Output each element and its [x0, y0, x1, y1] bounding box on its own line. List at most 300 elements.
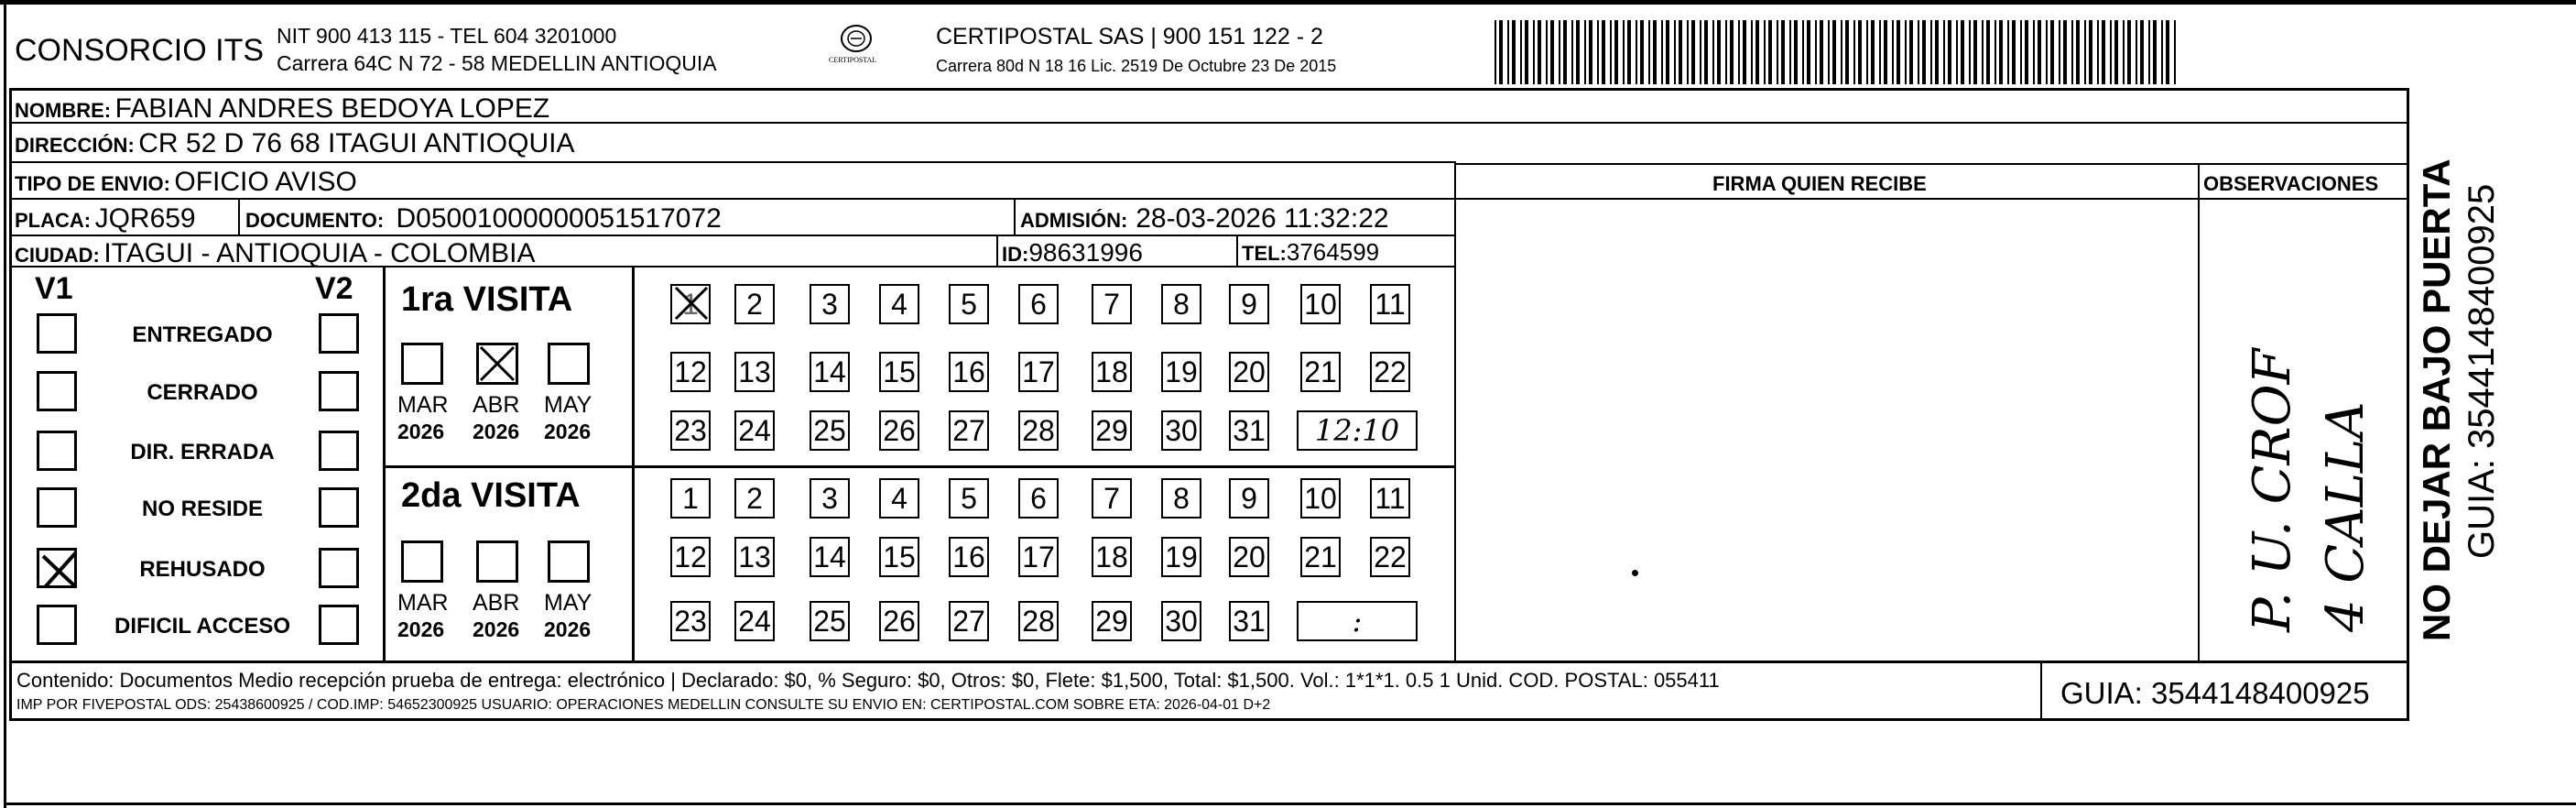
- admision-row: [1020, 205, 1389, 233]
- day-number: 23: [674, 414, 707, 447]
- bottom-frame-edge: [4, 803, 2576, 805]
- barcode-bar: [1738, 20, 1740, 84]
- day-box[interactable]: [810, 601, 850, 641]
- day-box[interactable]: [879, 601, 919, 641]
- month-checkbox[interactable]: [401, 540, 443, 583]
- day-number: 21: [1304, 540, 1337, 573]
- day-box[interactable]: [1092, 478, 1132, 519]
- documento-label: DOCUMENTO:: [245, 209, 385, 232]
- day-box[interactable]: [1370, 352, 1410, 392]
- status-label: DIR. ERRADA: [130, 440, 275, 464]
- day-number: 31: [1233, 605, 1266, 638]
- visit2-title: 2da VISITA: [401, 476, 581, 515]
- day-number: 19: [1165, 355, 1198, 388]
- nit-line: NIT 900 413 115 - TEL 604 3201000: [277, 24, 617, 48]
- v2-checkbox[interactable]: [319, 313, 359, 354]
- ciudad-row: [15, 240, 536, 268]
- day-box[interactable]: [1092, 601, 1132, 641]
- year-label: 2026: [473, 420, 520, 443]
- barcode-bar: [1879, 20, 1881, 84]
- day-number: 30: [1165, 605, 1198, 638]
- barcode-bar: [2114, 20, 2118, 84]
- day-number: 23: [674, 605, 707, 638]
- day-box[interactable]: [1092, 352, 1132, 392]
- day-box[interactable]: [1018, 284, 1059, 324]
- day-box[interactable]: [734, 601, 775, 641]
- barcode-bar: [2038, 20, 2041, 84]
- day-box[interactable]: [1370, 284, 1410, 324]
- barcode-bar: [1623, 20, 1625, 84]
- direccion-label: DIRECCIÓN:: [15, 134, 135, 157]
- day-number: 4: [891, 288, 908, 321]
- day-number: 25: [813, 605, 846, 638]
- barcode-bar: [1956, 20, 1958, 84]
- barcode-bar: [2020, 20, 2022, 84]
- day-number: 8: [1173, 288, 1190, 321]
- day-box[interactable]: [1161, 352, 1201, 392]
- barcode-bar: [2127, 20, 2131, 84]
- barcode-bar: [1512, 20, 1516, 84]
- v1-checkbox[interactable]: [37, 548, 77, 588]
- day-number: 28: [1022, 605, 1055, 638]
- day-number: 10: [1304, 288, 1337, 321]
- barcode-bar: [1943, 20, 1945, 84]
- month-label: MAR: [397, 590, 449, 616]
- day-number: 31: [1233, 414, 1266, 447]
- day-number: 18: [1095, 355, 1128, 388]
- day-number: 1: [682, 288, 699, 321]
- v2-checkbox[interactable]: [319, 487, 359, 528]
- day-number: 13: [738, 540, 771, 573]
- barcode-bar: [1994, 20, 1996, 84]
- day-box[interactable]: [1370, 537, 1410, 577]
- day-box[interactable]: [879, 352, 919, 392]
- direccion-value: CR 52 D 76 68 ITAGUI ANTIOQUIA: [138, 128, 575, 158]
- year-label: 2026: [473, 617, 520, 641]
- nombre-row: [15, 95, 549, 123]
- barcode-bar: [1905, 20, 1907, 84]
- check-mark-icon: [39, 551, 80, 591]
- day-number: 27: [952, 605, 985, 638]
- status-label: NO RESIDE: [141, 497, 264, 521]
- status-label: ENTREGADO: [132, 322, 273, 347]
- barcode-bar: [1751, 20, 1753, 84]
- day-box[interactable]: [949, 478, 989, 519]
- day-box[interactable]: [1229, 478, 1269, 519]
- barcode-bar: [1571, 20, 1573, 84]
- day-number: 27: [952, 414, 985, 447]
- day-number: 24: [738, 605, 771, 638]
- barcode-bar: [2012, 20, 2016, 84]
- barcode-bar: [1892, 20, 1894, 84]
- time-value: :: [1352, 604, 1363, 639]
- barcode-bar: [1866, 20, 1868, 84]
- day-number: 6: [1030, 482, 1047, 515]
- barcode-bar: [1973, 20, 1977, 84]
- barcode-bar: [1507, 20, 1509, 84]
- day-box[interactable]: [670, 284, 711, 324]
- day-number: 15: [883, 355, 916, 388]
- row-line-3: [9, 198, 2408, 200]
- day-number: 7: [1103, 482, 1120, 515]
- barcode-bar: [1948, 20, 1951, 84]
- day-box[interactable]: [1092, 284, 1132, 324]
- ciudad-value: ITAGUI - ANTIOQUIA - COLOMBIA: [103, 238, 536, 268]
- day-number: 9: [1241, 482, 1257, 515]
- day-box[interactable]: [1300, 478, 1341, 519]
- barcode-bar: [2174, 20, 2176, 84]
- barcode-bar: [1610, 20, 1612, 84]
- day-box[interactable]: [734, 284, 775, 324]
- v2-checkbox[interactable]: [319, 371, 359, 411]
- status-divider: [383, 266, 386, 661]
- day-box[interactable]: [1161, 284, 1201, 324]
- certipostal-logo: [810, 20, 902, 75]
- barcode-bar: [1546, 20, 1548, 84]
- day-box[interactable]: [734, 478, 775, 519]
- day-box[interactable]: [879, 478, 919, 519]
- day-box[interactable]: [1229, 537, 1269, 577]
- day-number: 3: [821, 482, 838, 515]
- v1-checkbox[interactable]: [37, 487, 77, 528]
- observaciones-note-1: P. U. CROF: [2243, 348, 2302, 632]
- barcode-bar: [2084, 20, 2086, 84]
- barcode-bar: [2089, 20, 2092, 84]
- barcode-bar: [2007, 20, 2009, 84]
- barcode-bar: [1520, 20, 1522, 84]
- month-label: ABR: [473, 590, 520, 616]
- barcode-bar: [2161, 20, 2163, 84]
- barcode-bar: [1563, 20, 1567, 84]
- barcode-bar: [2136, 20, 2137, 84]
- year-label: 2026: [544, 617, 592, 641]
- day-box[interactable]: [1161, 410, 1201, 451]
- barcode-bar: [1802, 20, 1804, 84]
- month-checkbox[interactable]: [476, 343, 518, 385]
- day-number: 20: [1233, 540, 1266, 573]
- visit-split-line: [385, 465, 1456, 468]
- barcode-bar: [1930, 20, 1932, 84]
- barcode-bar: [2025, 20, 2028, 84]
- barcode-bar: [1687, 20, 1689, 84]
- barcode-bar: [1884, 20, 1887, 84]
- day-number: 18: [1095, 540, 1128, 573]
- barcode-bar: [1559, 20, 1560, 84]
- day-number: 12: [674, 540, 707, 573]
- barcode-bar: [1969, 20, 1971, 84]
- day-box[interactable]: [810, 352, 850, 392]
- v1-checkbox[interactable]: [37, 371, 77, 411]
- day-box[interactable]: [734, 537, 775, 577]
- status-label: DIFICIL ACCESO: [114, 614, 290, 639]
- placa-row: [15, 205, 196, 233]
- barcode-bar: [1777, 20, 1778, 84]
- time-box[interactable]: [1297, 410, 1418, 451]
- day-number: 28: [1022, 414, 1055, 447]
- barcode-bar: [1602, 20, 1605, 84]
- barcode-bar: [1743, 20, 1746, 84]
- barcode-bar: [1495, 20, 1496, 84]
- day-box[interactable]: [1018, 478, 1059, 519]
- barcode-bar: [1764, 20, 1766, 84]
- ink-dot: [1632, 570, 1638, 576]
- barcode-bar: [1533, 20, 1535, 84]
- day-number: 20: [1233, 355, 1266, 388]
- barcode-bar: [1853, 20, 1855, 84]
- observaciones-note-2: 4 CALLA: [2316, 401, 2375, 632]
- barcode-bar: [1679, 20, 1682, 84]
- day-box[interactable]: [879, 410, 919, 451]
- day-box[interactable]: [1229, 410, 1269, 451]
- row-line-7: [9, 718, 2408, 721]
- day-box[interactable]: [1300, 352, 1341, 392]
- side-guia: GUIA: 3544148400925: [2462, 183, 2502, 559]
- day-box[interactable]: [879, 537, 919, 577]
- documento-row: [245, 205, 722, 233]
- barcode-bar: [1648, 20, 1650, 84]
- table-top-line: [9, 88, 2408, 91]
- day-box[interactable]: [1229, 284, 1269, 324]
- day-number: 21: [1304, 355, 1337, 388]
- carrier-address: Carrera 80d N 18 16 Lic. 2519 De Octubre 23 De 2015: [936, 57, 1337, 75]
- day-box[interactable]: [1300, 284, 1341, 324]
- barcode-bar: [1589, 20, 1592, 84]
- month-checkbox[interactable]: [401, 343, 443, 385]
- tipo-value: OFICIO AVISO: [174, 167, 357, 197]
- day-box[interactable]: [1161, 537, 1201, 577]
- admision-divider: [1014, 198, 1016, 235]
- ciudad-label: CIUDAD:: [15, 244, 100, 267]
- day-number: 10: [1304, 482, 1337, 515]
- company-name: CONSORCIO ITS: [15, 33, 265, 68]
- documento-value: D05001000000051517072: [396, 203, 722, 234]
- month-label: MAY: [544, 392, 592, 418]
- day-box[interactable]: [879, 284, 919, 324]
- day-number: 5: [961, 482, 977, 515]
- barcode-bar: [1815, 20, 1817, 84]
- company-address: Carrera 64C N 72 - 58 MEDELLIN ANTIOQUIA: [277, 51, 717, 75]
- barcode-bar: [1918, 20, 1919, 84]
- day-box[interactable]: [949, 352, 989, 392]
- status-label: REHUSADO: [139, 557, 266, 582]
- day-box[interactable]: [949, 537, 989, 577]
- day-box[interactable]: [1018, 601, 1059, 641]
- row-line-4: [9, 235, 1456, 236]
- day-box[interactable]: [1092, 537, 1132, 577]
- barcode-bar: [1730, 20, 1734, 84]
- id-label: ID:: [1002, 243, 1029, 266]
- firma-left-edge: [1454, 163, 1456, 662]
- barcode-bar: [1614, 20, 1618, 84]
- day-number: 24: [738, 414, 771, 447]
- visit-divider: [632, 266, 635, 661]
- firma-header: FIRMA QUIEN RECIBE: [1712, 172, 1927, 195]
- day-number: 11: [1375, 482, 1406, 515]
- barcode-bar: [1666, 20, 1669, 84]
- day-box[interactable]: [1229, 352, 1269, 392]
- day-box[interactable]: [670, 478, 711, 519]
- day-number: 17: [1022, 355, 1055, 388]
- barcode-bar: [2097, 20, 2099, 84]
- barcode-bar: [1909, 20, 1913, 84]
- barcode-bar: [1897, 20, 1900, 84]
- month-label: MAY: [544, 590, 592, 616]
- barcode-bar: [1768, 20, 1772, 84]
- day-number: 9: [1241, 288, 1257, 321]
- day-box[interactable]: [810, 284, 850, 324]
- day-number: 22: [1374, 540, 1407, 573]
- barcode-bar: [1691, 20, 1695, 84]
- day-number: 30: [1165, 414, 1198, 447]
- day-number: 16: [952, 355, 985, 388]
- v1-checkbox[interactable]: [37, 605, 77, 645]
- day-box[interactable]: [1092, 410, 1132, 451]
- month-checkbox[interactable]: [548, 343, 590, 385]
- barcode-bar: [1794, 20, 1798, 84]
- time-box[interactable]: [1297, 601, 1418, 641]
- v2-checkbox[interactable]: [319, 431, 359, 471]
- day-box[interactable]: [1370, 478, 1410, 519]
- v1-checkbox[interactable]: [37, 431, 77, 471]
- day-box[interactable]: [734, 352, 775, 392]
- top-rule: [0, 0, 2576, 5]
- day-box[interactable]: [670, 352, 711, 392]
- barcode-bar: [1922, 20, 1926, 84]
- barcode-bar: [1525, 20, 1528, 84]
- observaciones-area[interactable]: [2201, 202, 2405, 660]
- barcode-bar: [2110, 20, 2112, 84]
- day-box[interactable]: [949, 601, 989, 641]
- guia-box-divider: [2040, 661, 2042, 720]
- barcode-bar: [2153, 20, 2157, 84]
- day-number: 8: [1173, 482, 1190, 515]
- barcode-bar: [2123, 20, 2125, 84]
- day-box[interactable]: [670, 601, 711, 641]
- obs-left-edge: [2198, 163, 2200, 662]
- barcode-bar: [1789, 20, 1791, 84]
- v2-header: V2: [315, 271, 353, 306]
- barcode-bar: [1538, 20, 1541, 84]
- nombre-label: NOMBRE:: [15, 99, 112, 122]
- year-label: 2026: [397, 617, 445, 641]
- table-left-edge: [9, 88, 12, 721]
- v2-checkbox[interactable]: [319, 605, 359, 645]
- imp-line: IMP POR FIVEPOSTAL ODS: 25438600925 / COD.IMP: 54652300925 USUARIO: OPERACIONES MEDELLIN CONSULTE SU ENVIO EN: CERTIPOSTAL.COM SOBRE ETA: 2026-04-01 D+2: [16, 697, 1271, 713]
- day-number: 2: [746, 288, 763, 321]
- barcode-bar: [2033, 20, 2035, 84]
- day-number: 14: [813, 355, 846, 388]
- day-box[interactable]: [1018, 410, 1059, 451]
- direccion-row: [15, 130, 574, 158]
- barcode-bar: [1845, 20, 1849, 84]
- tel-label: TEL:: [1242, 242, 1287, 265]
- month-checkbox[interactable]: [476, 540, 518, 583]
- day-number: 19: [1165, 540, 1198, 573]
- day-box[interactable]: [1018, 352, 1059, 392]
- barcode-bar: [1832, 20, 1836, 84]
- row-line-6: [9, 661, 2408, 663]
- id-row: [1002, 240, 1143, 266]
- day-box[interactable]: [810, 410, 850, 451]
- month-checkbox[interactable]: [548, 540, 590, 583]
- barcode-bar: [1961, 20, 1964, 84]
- day-number: 12: [674, 355, 707, 388]
- barcode-bar: [2102, 20, 2105, 84]
- v1-checkbox[interactable]: [37, 313, 77, 354]
- id-divider: [996, 235, 998, 266]
- day-box[interactable]: [1161, 478, 1201, 519]
- barcode-bar: [1871, 20, 1875, 84]
- table-right-edge: [2407, 88, 2409, 721]
- id-value: 98631996: [1028, 238, 1143, 267]
- barcode-bar: [1550, 20, 1554, 84]
- signature-area[interactable]: [1458, 202, 2196, 660]
- nombre-value: FABIAN ANDRES BEDOYA LOPEZ: [114, 93, 550, 124]
- day-box[interactable]: [1229, 601, 1269, 641]
- left-frame-edge: [4, 0, 6, 808]
- day-box[interactable]: [1300, 537, 1341, 577]
- admision-label: ADMISIÓN:: [1020, 209, 1128, 232]
- day-number: 13: [738, 355, 771, 388]
- barcode-bar: [1636, 20, 1637, 84]
- barcode-bar: [1807, 20, 1810, 84]
- day-box[interactable]: [670, 537, 711, 577]
- tel-value: 3764599: [1286, 238, 1380, 266]
- tel-row: [1242, 240, 1379, 264]
- month-label: ABR: [473, 392, 520, 418]
- day-number: 11: [1375, 288, 1406, 321]
- day-number: 26: [883, 414, 916, 447]
- day-box[interactable]: [670, 410, 711, 451]
- barcode-bar: [1712, 20, 1714, 84]
- day-box[interactable]: [810, 537, 850, 577]
- barcode-bar: [1653, 20, 1657, 84]
- day-box[interactable]: [949, 410, 989, 451]
- barcode-bar: [2050, 20, 2054, 84]
- day-number: 17: [1022, 540, 1055, 573]
- check-mark-icon: [479, 345, 516, 382]
- day-box[interactable]: [734, 410, 775, 451]
- barcode-bar: [2076, 20, 2080, 84]
- day-number: 14: [813, 540, 846, 573]
- day-box[interactable]: [1161, 601, 1201, 641]
- v2-checkbox[interactable]: [319, 548, 359, 588]
- day-number: 16: [952, 540, 985, 573]
- day-number: 4: [891, 482, 908, 515]
- month-label: MAR: [397, 392, 449, 418]
- day-number: 26: [883, 605, 916, 638]
- barcode-bar: [2059, 20, 2060, 84]
- observaciones-header: OBSERVACIONES: [2203, 172, 2379, 195]
- barcode-bar: [1700, 20, 1701, 84]
- day-box[interactable]: [1018, 537, 1059, 577]
- no-dejar-bajo-puerta: NO DEJAR BAJO PUERTA: [2415, 158, 2458, 641]
- barcode-bar: [2148, 20, 2150, 84]
- barcode-bar: [1576, 20, 1580, 84]
- day-number: 2: [746, 482, 763, 515]
- barcode-bar: [1841, 20, 1842, 84]
- barcode-bar: [1584, 20, 1586, 84]
- day-number: 29: [1095, 414, 1128, 447]
- day-box[interactable]: [949, 284, 989, 324]
- barcode-bar: [1986, 20, 1990, 84]
- day-box[interactable]: [810, 478, 850, 519]
- carrier-line: CERTIPOSTAL SAS | 900 151 122 - 2: [936, 24, 1323, 49]
- day-number: 7: [1103, 288, 1120, 321]
- day-number: 22: [1374, 355, 1407, 388]
- day-number: 29: [1095, 605, 1128, 638]
- logo-caption: CERTIPOSTAL: [829, 56, 877, 64]
